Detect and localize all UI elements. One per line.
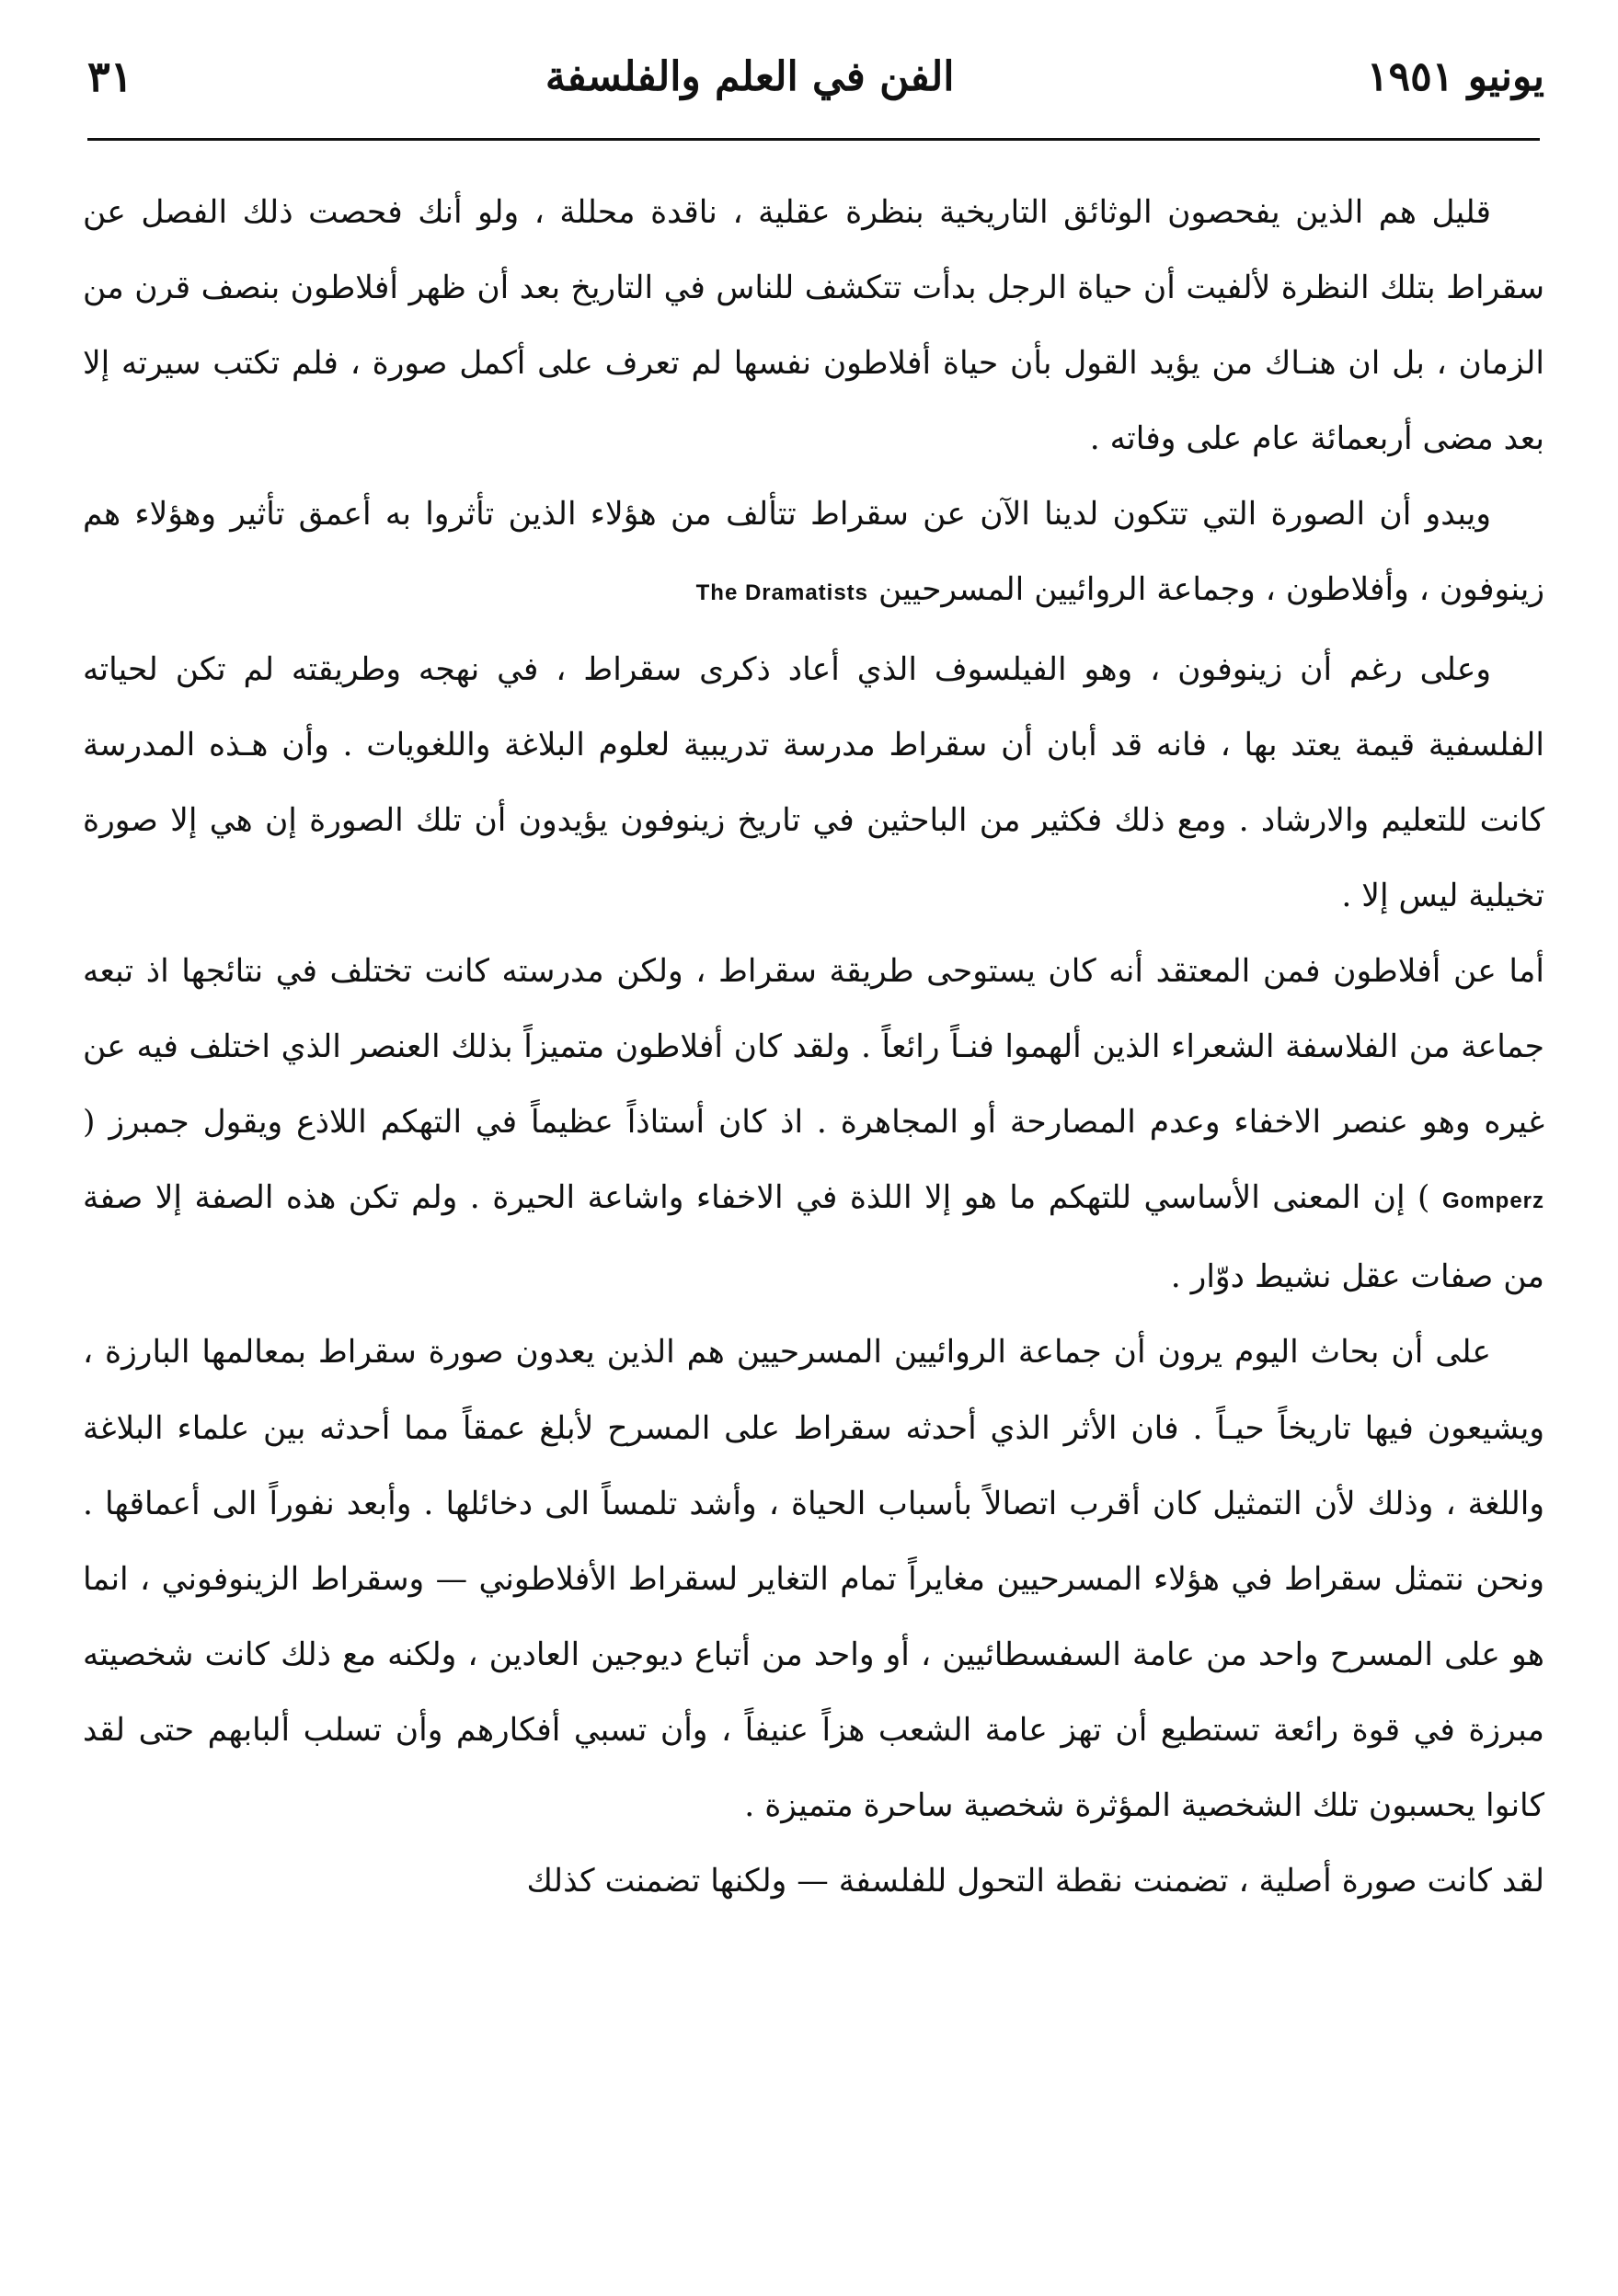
running-title: الفن في العلم والفلسفة [545,52,955,100]
english-term-gomperz: Gomperz [1441,1188,1544,1214]
issue-date: يونيو ١٩٥١ [1366,52,1544,100]
paragraph-3 [83,632,1544,934]
paragraph-text: وعلى رغم أن زينوفون ، وهو الفيلسوف الذي أعاد ذكرى سقراط ، في نهجه وطريقته لم تكن لحياته الفلسفية قيمة يعتد بها ، فانه قد أبان أن سقراط مدرسة تدريبية لعلوم البلاغة واللغويات . وأن هـذه المدرسة كانت للتعليم والارشاد . ومع ذلك فكثير من الباحثين في تاريخ زينوفون يؤيدون أن تلك الصورة إن هي إلا صورة تخيلية ليس إلا . [83,650,1544,914]
article-body [83,175,1544,2296]
paragraph-text-continued: ) إن المعنى الأساسي للتهكم ما هو إلا اللذة في الاخفاء واشاعة الحيرة . ولم تكن هذه الصفة إلا صفة من صفات عقل نشيط دوّار . [83,1179,1544,1296]
paragraph-4 [83,934,1544,1314]
paragraph-text: قليل هم الذين يفحصون الوثائق التاريخية بنظرة عقلية ، ناقدة محللة ، ولو أنك فحصت ذلك الفصل عن سقراط بتلك النظرة لألفيت أن حياة الرجل بدأت تتكشف للناس في التاريخ بعد أن ظهر أفلاطون بنصف قرن من الزمان ، بل ان هنـاك من يؤيد القول بأن حياة أفلاطون نفسها لم تعرف على أكمل صورة ، فلم تكتب سيرته إلا بعد مضى أربعمائة عام على وفاته . [83,194,1544,458]
paragraph-text: أما عن أفلاطون فمن المعتقد أنه كان يستوحى طريقة سقراط ، ولكن مدرسته كانت تختلف في نتائجها اذ تبعه جماعة من الفلاسفة الشعراء الذين ألهموا فنـاً رائعاً . ولقد كان أفلاطون متميزاً بذلك العنصر الذي اختلف فيه عن غيره وهو عنصر الاخفاء وعدم المصارحة أو المجاهرة . اذ كان أستاذاً عظيماً في التهكم اللاذع ويقول جمبرز ( [83,952,1544,1142]
paragraph-6 [83,1843,1544,1919]
page-number: ٣١ [87,52,133,101]
paragraph-2 [83,476,1544,631]
paragraph-text: لقد كانت صورة أصلية ، تضمنت نقطة التحول للفلسفة — ولكنها تضمنت كذلك [526,1863,1544,1900]
header-rule [87,138,1540,141]
page-header [87,44,1544,109]
paragraph-1 [83,175,1544,476]
paragraph-5 [83,1314,1544,1843]
english-term-dramatists: The Dramatists [695,580,869,606]
paragraph-text: ويبدو أن الصورة التي تتكون لدينا الآن عن سقراط تتألف من هؤلاء الذين تأثروا به أعمق تأثير وهؤلاء هم زينوفون ، وأفلاطون ، وجماعة الروائيين المسرحيين [83,496,1544,609]
paragraph-text: على أن بحاث اليوم يرون أن جماعة الروائيين المسرحيين هم الذين يعدون صورة سقراط بمعالمها البارزة ، ويشيعون فيها تاريخاً حيـاً . فان الأثر الذي أحدثه سقراط على المسرح لأبلغ عمقاً مما أحدثه بين علماء البلاغة واللغة ، وذلك لأن التمثيل كان أقرب اتصالاً بأسباب الحياة ، وأشد تلمساً الى دخائلها . وأبعد نفوراً الى أعماقها . ونحن نتمثل سقراط في هؤلاء المسرحيين مغايراً تمام التغاير لسقراط الأفلاطوني — وسقراط الزينوفوني ، انما هو على المسرح واحد من عامة السفسطائيين ، أو واحد من أتباع ديوجين العادين ، ولكنه مع ذلك كانت شخصيته مبرزة في قوة رائعة تستطيع أن تهز عامة الشعب هزاً عنيفاً ، وأن تسبي أفكارهم وأن تسلب ألبابهم حتى لقد كانوا يحسبون تلك الشخصية المؤثرة شخصية ساحرة متميزة . [83,1334,1544,1824]
